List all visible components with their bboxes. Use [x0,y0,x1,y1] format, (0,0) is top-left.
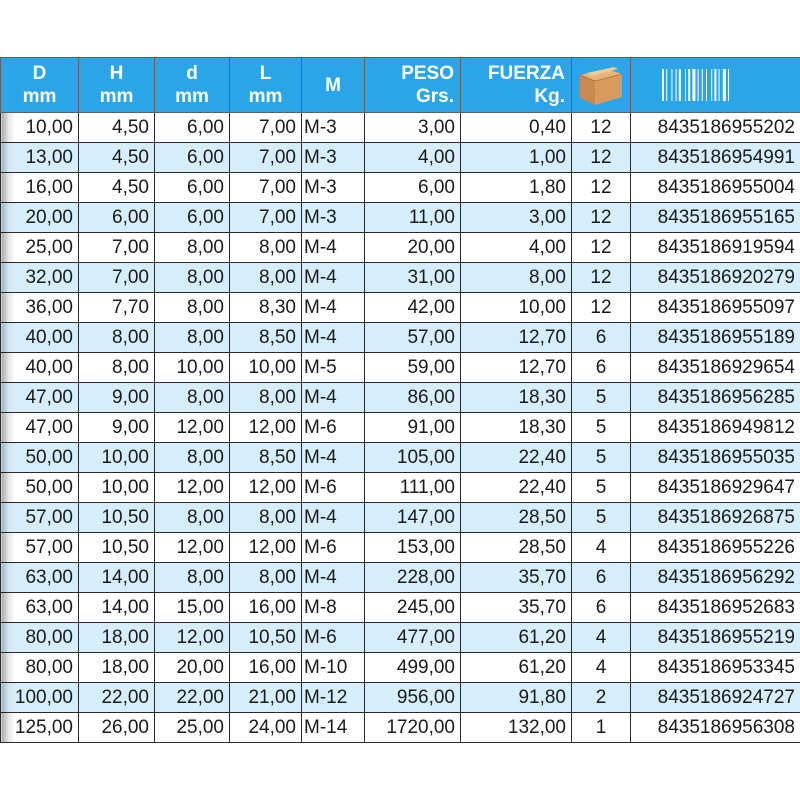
table-row [1,563,800,593]
table-row [1,473,800,503]
cell-length-L: 12,00 [230,413,302,443]
cell-ean-code: 8435186955165 [631,203,800,233]
cell-weight-peso: 4,00 [365,143,461,173]
cell-length-L: 24,00 [230,713,302,743]
cell-diameter-D: 80,00 [1,623,79,653]
cell-box-qty: 5 [572,503,631,533]
cell-weight-peso: 31,00 [365,263,461,293]
barcode-bar [722,69,725,101]
cell-force-fuerza: 91,80 [461,683,572,713]
cell-height-H: 18,00 [79,653,155,683]
cell-height-H: 8,00 [79,353,155,383]
header-peso-unit: Grs. [415,86,454,107]
cell-length-L: 10,00 [230,353,302,383]
header-small-d-unit: mm [175,86,209,107]
cell-diameter-d: 8,00 [155,383,230,413]
cell-box-qty: 2 [572,683,631,713]
barcode-bar [714,69,716,101]
cell-thread-M: M-4 [302,263,365,293]
cell-diameter-D: 100,00 [1,683,79,713]
header-l-label: L [259,63,272,84]
header-peso-label: PESO [401,63,454,84]
cell-box-qty: 1 [572,713,631,743]
barcode-bar [697,69,698,101]
cell-diameter-d: 6,00 [155,113,230,143]
cell-thread-M: M-6 [302,413,365,443]
cell-length-L: 8,00 [230,563,302,593]
header-m-label: M [325,74,341,96]
cell-height-H: 7,00 [79,233,155,263]
header-m [302,58,365,113]
header-l-unit: mm [248,86,283,107]
cell-length-L: 8,30 [230,293,302,323]
cell-force-fuerza: 22,40 [461,443,572,473]
cell-ean-code: 8435186955097 [631,293,800,323]
cell-thread-M: M-4 [302,563,365,593]
cell-length-L: 8,50 [230,443,302,473]
cell-diameter-D: 10,00 [1,113,79,143]
cell-length-L: 16,00 [230,593,302,623]
cell-diameter-D: 63,00 [1,593,79,623]
cell-diameter-d: 22,00 [155,683,230,713]
cell-force-fuerza: 12,70 [461,323,572,353]
cell-diameter-d: 8,00 [155,263,230,293]
header-d [1,58,79,113]
table-row [1,713,800,743]
cell-length-L: 10,50 [230,623,302,653]
cell-box-qty: 12 [572,143,631,173]
cell-weight-peso: 6,00 [365,173,461,203]
cell-diameter-D: 57,00 [1,533,79,563]
cell-length-L: 7,00 [230,113,302,143]
table-header-row [1,58,800,113]
cell-weight-peso: 111,00 [365,473,461,503]
cell-force-fuerza: 22,40 [461,473,572,503]
cell-box-qty: 12 [572,203,631,233]
cell-box-qty: 6 [572,323,631,353]
cell-ean-code: 8435186924727 [631,683,800,713]
cell-force-fuerza: 18,30 [461,383,572,413]
cell-diameter-d: 6,00 [155,203,230,233]
cell-weight-peso: 147,00 [365,503,461,533]
cell-diameter-D: 20,00 [1,203,79,233]
cell-box-qty: 5 [572,383,631,413]
cell-diameter-D: 25,00 [1,233,79,263]
cell-force-fuerza: 10,00 [461,293,572,323]
cell-height-H: 10,50 [79,503,155,533]
cell-thread-M: M-4 [302,383,365,413]
cell-ean-code: 8435186920279 [631,263,800,293]
cell-diameter-D: 47,00 [1,383,79,413]
cell-height-H: 4,50 [79,143,155,173]
cell-ean-code: 8435186956285 [631,383,800,413]
cell-ean-code: 8435186953345 [631,653,800,683]
product-spec-table [0,57,800,743]
cell-force-fuerza: 8,00 [461,263,572,293]
barcode-bar [685,69,686,101]
cell-length-L: 8,00 [230,503,302,533]
cell-height-H: 9,00 [79,383,155,413]
cell-force-fuerza: 1,00 [461,143,572,173]
header-h-unit: mm [99,86,134,107]
cell-force-fuerza: 18,30 [461,413,572,443]
cell-height-H: 9,00 [79,413,155,443]
cell-length-L: 7,00 [230,203,302,233]
header-l [230,58,302,113]
cell-ean-code: 8435186956292 [631,563,800,593]
cell-box-qty: 5 [572,443,631,473]
cell-weight-peso: 228,00 [365,563,461,593]
header-small-d-label: d [186,63,198,84]
table-row [1,623,800,653]
cell-force-fuerza: 0,40 [461,113,572,143]
table-row [1,653,800,683]
barcode-bar [675,69,676,101]
table-row [1,113,800,143]
cell-length-L: 12,00 [230,533,302,563]
cell-thread-M: M-14 [302,713,365,743]
cell-force-fuerza: 35,70 [461,563,572,593]
cell-force-fuerza: 28,50 [461,533,572,563]
table-row [1,203,800,233]
header-h [79,58,155,113]
cell-thread-M: M-6 [302,533,365,563]
product-spec-table-container [0,57,800,743]
cell-weight-peso: 105,00 [365,443,461,473]
header-d-unit: mm [22,86,57,107]
cell-thread-M: M-3 [302,203,365,233]
barcode-bar [706,69,707,101]
table-row [1,353,800,383]
cell-ean-code: 8435186955219 [631,623,800,653]
cell-force-fuerza: 1,80 [461,173,572,203]
cell-diameter-d: 8,00 [155,293,230,323]
cell-diameter-D: 16,00 [1,173,79,203]
cell-thread-M: M-6 [302,473,365,503]
cell-box-qty: 12 [572,113,631,143]
cell-ean-code: 8435186929647 [631,473,800,503]
header-h-label: H [109,63,124,84]
cell-diameter-D: 40,00 [1,353,79,383]
cell-length-L: 8,00 [230,383,302,413]
table-row [1,593,800,623]
table-row [1,683,800,713]
cell-weight-peso: 245,00 [365,593,461,623]
cell-thread-M: M-4 [302,503,365,533]
cell-diameter-d: 8,00 [155,233,230,263]
cell-ean-code: 8435186954991 [631,143,800,173]
cell-force-fuerza: 4,00 [461,233,572,263]
cell-force-fuerza: 132,00 [461,713,572,743]
cell-ean-code: 8435186955189 [631,323,800,353]
cell-box-qty: 5 [572,413,631,443]
cell-diameter-d: 12,00 [155,473,230,503]
cell-force-fuerza: 28,50 [461,503,572,533]
cell-length-L: 12,00 [230,473,302,503]
cell-length-L: 7,00 [230,143,302,173]
cell-diameter-d: 8,00 [155,443,230,473]
cell-diameter-D: 40,00 [1,323,79,353]
cell-height-H: 7,70 [79,293,155,323]
cell-diameter-D: 80,00 [1,653,79,683]
table-row [1,263,800,293]
cell-diameter-d: 10,00 [155,353,230,383]
header-box [572,58,631,113]
barcode-bar [692,69,695,101]
cell-weight-peso: 3,00 [365,113,461,143]
cell-thread-M: M-8 [302,593,365,623]
cell-length-L: 16,00 [230,653,302,683]
table-row [1,413,800,443]
header-fuerza-unit: Kg. [534,86,565,107]
cell-height-H: 14,00 [79,593,155,623]
cell-weight-peso: 11,00 [365,203,461,233]
cell-height-H: 26,00 [79,713,155,743]
cell-force-fuerza: 61,20 [461,623,572,653]
header-barcode [631,58,800,113]
cell-ean-code: 8435186919594 [631,233,800,263]
cell-box-qty: 6 [572,353,631,383]
table-body [1,113,800,743]
barcode-bar [678,69,680,101]
cell-box-qty: 6 [572,563,631,593]
cell-weight-peso: 1720,00 [365,713,461,743]
cell-ean-code: 8435186955004 [631,173,800,203]
cell-height-H: 4,50 [79,173,155,203]
cell-diameter-D: 50,00 [1,473,79,503]
cell-weight-peso: 153,00 [365,533,461,563]
table-row [1,233,800,263]
barcode-bar [701,69,702,101]
barcode-bar [666,69,667,101]
cell-box-qty: 4 [572,623,631,653]
cell-ean-code: 8435186952683 [631,593,800,623]
cell-diameter-d: 15,00 [155,593,230,623]
cell-diameter-d: 12,00 [155,413,230,443]
cell-diameter-d: 12,00 [155,533,230,563]
table-row [1,383,800,413]
cell-thread-M: M-3 [302,173,365,203]
cell-ean-code: 8435186955035 [631,443,800,473]
table-row [1,143,800,173]
cell-weight-peso: 499,00 [365,653,461,683]
cell-box-qty: 12 [572,233,631,263]
barcode-bar [711,69,712,101]
cell-box-qty: 4 [572,653,631,683]
cell-diameter-d: 20,00 [155,653,230,683]
cell-thread-M: M-4 [302,323,365,353]
cell-thread-M: M-5 [302,353,365,383]
cell-length-L: 7,00 [230,173,302,203]
cell-weight-peso: 956,00 [365,683,461,713]
cell-weight-peso: 477,00 [365,623,461,653]
barcode-bar [718,69,719,101]
cell-ean-code: 8435186956308 [631,713,800,743]
cell-height-H: 4,50 [79,113,155,143]
cell-diameter-d: 8,00 [155,563,230,593]
cell-box-qty: 4 [572,533,631,563]
cell-box-qty: 5 [572,473,631,503]
cell-diameter-d: 8,00 [155,323,230,353]
barcode-bar [662,69,664,101]
barcode-icon [660,67,772,103]
cell-weight-peso: 57,00 [365,323,461,353]
cell-diameter-d: 6,00 [155,143,230,173]
cell-weight-peso: 91,00 [365,413,461,443]
cell-length-L: 8,00 [230,233,302,263]
cell-weight-peso: 59,00 [365,353,461,383]
cell-length-L: 8,50 [230,323,302,353]
cell-thread-M: M-12 [302,683,365,713]
barcode-bar [671,69,672,101]
cell-weight-peso: 20,00 [365,233,461,263]
cell-weight-peso: 42,00 [365,293,461,323]
table-row [1,293,800,323]
cell-diameter-D: 13,00 [1,143,79,173]
cardboard-box-icon [577,63,625,107]
cell-ean-code: 8435186926875 [631,503,800,533]
cell-diameter-D: 57,00 [1,503,79,533]
cell-height-H: 8,00 [79,323,155,353]
cell-thread-M: M-3 [302,143,365,173]
cell-diameter-D: 50,00 [1,443,79,473]
header-peso [365,58,461,113]
cell-diameter-D: 32,00 [1,263,79,293]
cell-ean-code: 8435186929654 [631,353,800,383]
cell-thread-M: M-10 [302,653,365,683]
cell-diameter-d: 12,00 [155,623,230,653]
cell-thread-M: M-4 [302,233,365,263]
table-row [1,533,800,563]
header-fuerza-label: FUERZA [487,63,565,84]
cell-height-H: 7,00 [79,263,155,293]
cell-thread-M: M-6 [302,623,365,653]
header-fuerza [461,58,572,113]
cell-box-qty: 12 [572,293,631,323]
cell-diameter-D: 63,00 [1,563,79,593]
cell-length-L: 8,00 [230,263,302,293]
cell-thread-M: M-3 [302,113,365,143]
cell-diameter-D: 36,00 [1,293,79,323]
header-small-d [155,58,230,113]
cell-diameter-d: 25,00 [155,713,230,743]
cell-force-fuerza: 3,00 [461,203,572,233]
cell-diameter-D: 47,00 [1,413,79,443]
cell-height-H: 10,00 [79,443,155,473]
cell-ean-code: 8435186955202 [631,113,800,143]
cell-weight-peso: 86,00 [365,383,461,413]
cell-box-qty: 6 [572,593,631,623]
table-row [1,323,800,353]
cell-box-qty: 12 [572,173,631,203]
cell-force-fuerza: 35,70 [461,593,572,623]
cell-height-H: 22,00 [79,683,155,713]
cell-thread-M: M-4 [302,293,365,323]
table-row [1,503,800,533]
cell-ean-code: 8435186949812 [631,413,800,443]
cell-height-H: 6,00 [79,203,155,233]
cell-diameter-d: 6,00 [155,173,230,203]
header-d-label: D [32,63,47,84]
barcode-bar [728,69,729,101]
cell-height-H: 10,00 [79,473,155,503]
cell-diameter-d: 8,00 [155,503,230,533]
cell-height-H: 10,50 [79,533,155,563]
cell-height-H: 18,00 [79,623,155,653]
cell-force-fuerza: 12,70 [461,353,572,383]
cell-box-qty: 12 [572,263,631,293]
table-row [1,443,800,473]
table-row [1,173,800,203]
cell-length-L: 21,00 [230,683,302,713]
cell-thread-M: M-4 [302,443,365,473]
cell-height-H: 14,00 [79,563,155,593]
cell-ean-code: 8435186955226 [631,533,800,563]
cell-force-fuerza: 61,20 [461,653,572,683]
barcode-bar [688,69,690,101]
cell-diameter-D: 125,00 [1,713,79,743]
